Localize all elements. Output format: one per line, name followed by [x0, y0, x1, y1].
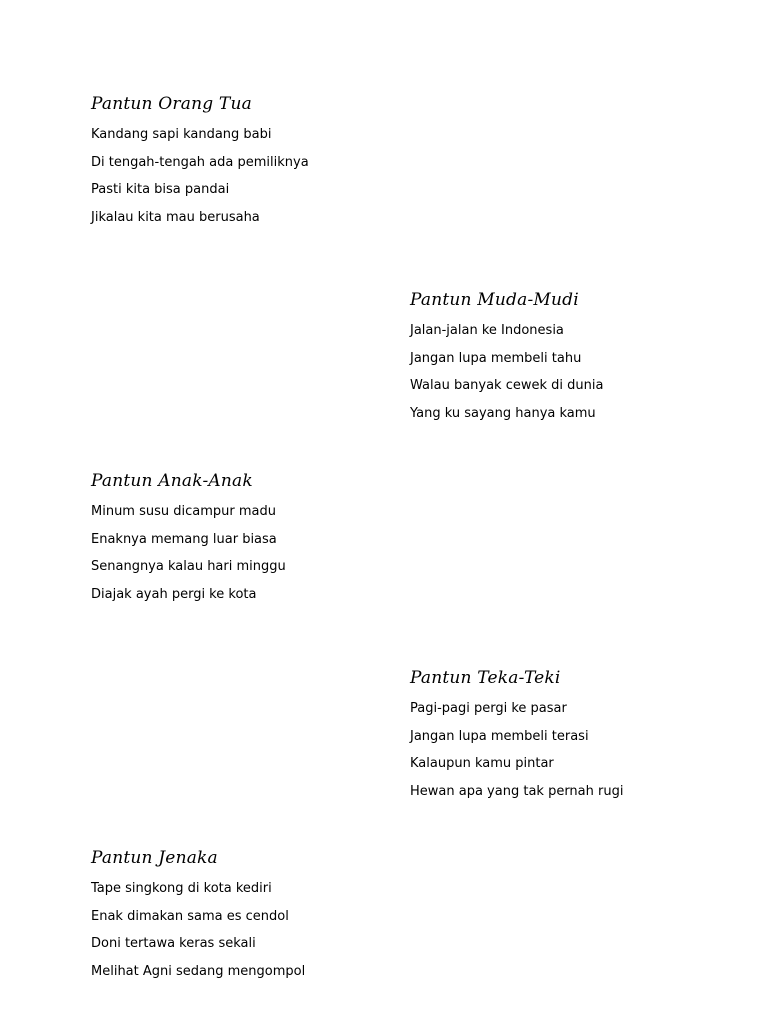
pantun-anak-anak-section	[91, 471, 286, 615]
verse-line: Yang ku sayang hanya kamu	[410, 405, 596, 421]
verse-line: Jangan lupa membeli terasi	[410, 728, 589, 744]
verse-line: Di tengah-tengah ada pemiliknya	[91, 154, 309, 170]
pantun-muda-mudi-section	[410, 290, 603, 434]
section-title: Pantun Muda-Mudi	[410, 290, 579, 310]
section-title: Pantun Orang Tua	[91, 94, 252, 114]
verse-line: Enak dimakan sama es cendol	[91, 908, 289, 924]
verse-line: Kandang sapi kandang babi	[91, 127, 272, 142]
verse-line: Enaknya memang luar biasa	[91, 531, 277, 547]
verse-line: Walau banyak cewek di dunia	[410, 378, 604, 393]
verse-line: Kalaupun kamu pintar	[410, 756, 554, 771]
verse-line: Melihat Agni sedang mengompol	[91, 963, 306, 979]
section-title: Pantun Teka-Teki	[410, 668, 561, 688]
verse-line: Hewan apa yang tak pernah rugi	[410, 783, 624, 799]
verse-line: Doni tertawa keras sekali	[91, 936, 256, 951]
pantun-orang-tua-section	[91, 94, 309, 238]
pantun-teka-teki-section	[410, 668, 623, 812]
verse-line: Senangnya kalau hari minggu	[91, 559, 286, 574]
verse-line: Tape singkong di kota kediri	[91, 881, 272, 896]
verse-line: Jikalau kita mau berusaha	[91, 209, 260, 225]
verse-line: Pagi-pagi pergi ke pasar	[410, 701, 567, 716]
section-title: Pantun Anak-Anak	[91, 471, 253, 491]
verse-line: Jangan lupa membeli tahu	[410, 350, 582, 366]
verse-line: Diajak ayah pergi ke kota	[91, 586, 257, 602]
verse-line: Pasti kita bisa pandai	[91, 182, 230, 197]
verse-line: Minum susu dicampur madu	[91, 504, 276, 519]
section-title: Pantun Jenaka	[91, 848, 218, 868]
pantun-jenaka-section	[91, 848, 305, 992]
verse-line: Jalan-jalan ke Indonesia	[410, 323, 564, 338]
